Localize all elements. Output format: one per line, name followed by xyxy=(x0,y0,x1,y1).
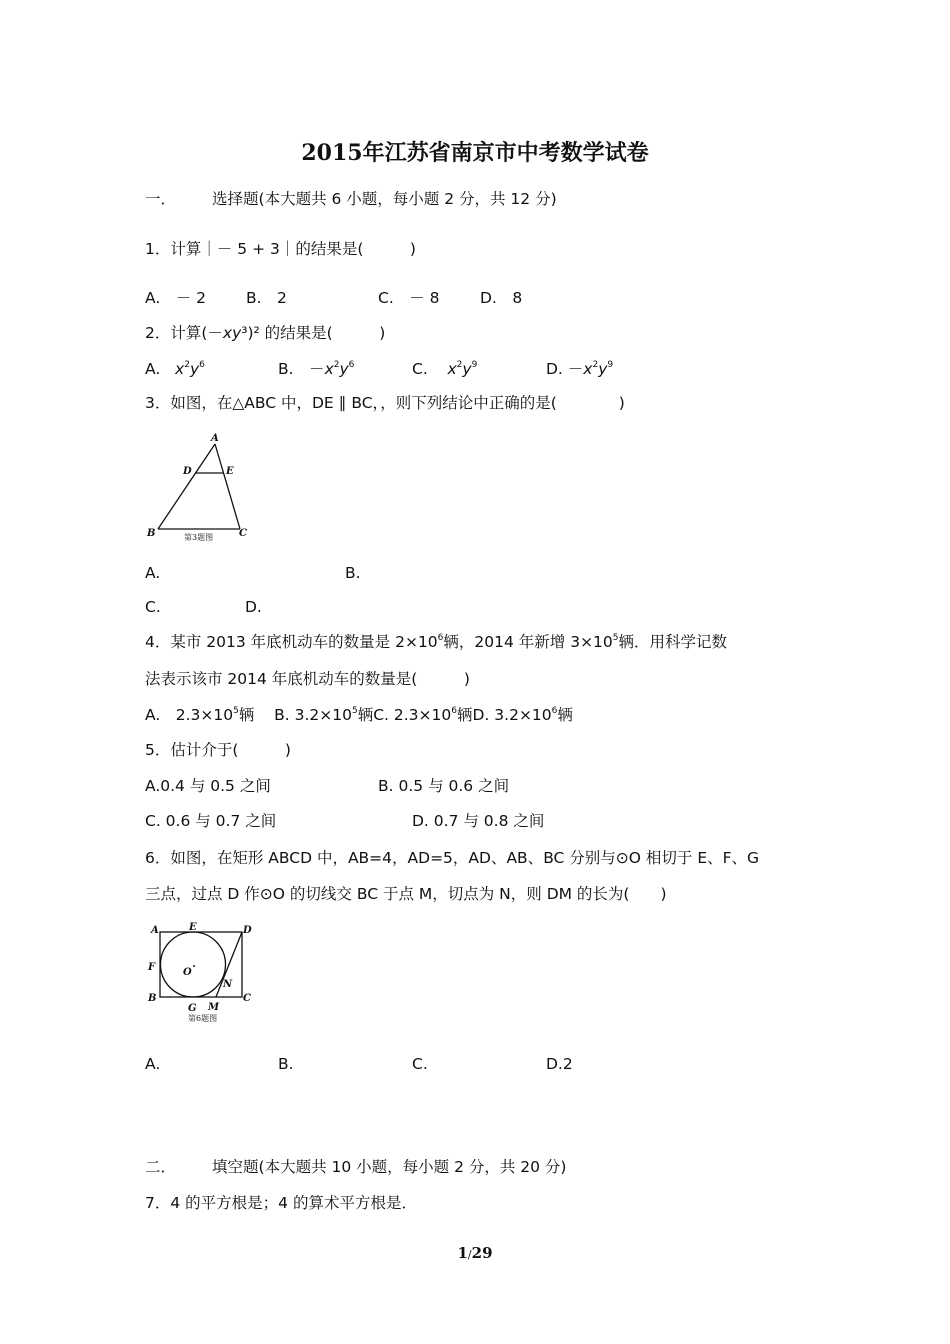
opt-text: A. 2.3×10 xyxy=(145,706,234,724)
q4-text: 辆．用科学记数 xyxy=(618,633,728,651)
q2-option-c xyxy=(412,359,477,379)
option-label: A. xyxy=(145,360,161,378)
q5-option-a: A.0.4 与 0.5 之间 xyxy=(145,777,271,795)
q6-option-c: C. xyxy=(412,1055,428,1073)
option-label: B. － xyxy=(278,360,325,378)
q2-stem-part: 2．计算(－ xyxy=(145,324,223,342)
label-m: M xyxy=(208,1002,220,1013)
q4-option-b xyxy=(274,706,373,724)
var-y: y xyxy=(189,360,200,378)
current-page: 1 xyxy=(457,1244,468,1262)
opt-text: 辆 xyxy=(456,706,473,724)
label-n: N xyxy=(223,979,233,990)
q4-option-a xyxy=(145,706,254,724)
label-e: E xyxy=(189,922,197,933)
q4-text: 4．某市 2013 年底机动车的数量是 2×10 xyxy=(145,633,438,651)
page-number xyxy=(0,1244,950,1262)
section-2-heading xyxy=(145,1157,566,1177)
q5-option-c: C. 0.6 与 0.7 之间 xyxy=(145,812,277,830)
exp: 6 xyxy=(451,706,457,716)
q6-figure-caption: 第6题图 xyxy=(188,1014,218,1023)
q2-stem-var: xy xyxy=(222,324,242,342)
label-b: B xyxy=(148,993,157,1004)
var-x: x xyxy=(175,360,185,378)
exp: 2 xyxy=(333,360,340,370)
question-4-line-1 xyxy=(145,632,727,652)
exp: 2 xyxy=(184,360,190,370)
var-x: x xyxy=(447,360,457,378)
exp: 5 xyxy=(351,706,358,716)
q4-option-d xyxy=(473,706,573,724)
exp: 6 xyxy=(348,360,355,370)
center-dot xyxy=(193,965,195,967)
q3-option-b: B. xyxy=(345,564,361,582)
label-d: D xyxy=(243,925,252,936)
q6-rectangle-circle-figure xyxy=(140,920,265,1028)
q4-text: 辆，2014 年新增 3×10 xyxy=(443,633,613,651)
q5-option-b: B. 0.5 与 0.6 之间 xyxy=(378,777,510,795)
exp: 2 xyxy=(592,360,599,370)
label-g: G xyxy=(188,1003,197,1014)
section-2-text: 填空题(本大题共 10 小题，每小题 2 分，共 20 分) xyxy=(212,1158,567,1176)
option-label: D. － xyxy=(546,360,584,378)
label-d: D xyxy=(183,466,192,477)
question-4-line-2: 法表示该市 2014 年底机动车的数量是( ) xyxy=(145,670,470,688)
triangle-lines xyxy=(158,444,240,529)
label-c: C xyxy=(243,993,251,1004)
section-1-text: 选择题(本大题共 6 小题，每小题 2 分，共 12 分) xyxy=(212,190,557,208)
label-a: A xyxy=(211,433,219,444)
label-c: C xyxy=(239,528,247,539)
exp: 6 xyxy=(551,706,558,716)
exp: 5 xyxy=(612,633,619,643)
exp: 6 xyxy=(199,360,205,370)
question-1-stem: 1．计算｜－ 5 + 3｜的结果是( ) xyxy=(145,240,416,258)
q2-stem-part: ³)² 的结果是( ) xyxy=(241,324,386,342)
exp: 6 xyxy=(437,633,444,643)
q2-option-d xyxy=(546,359,613,379)
q2-option-b xyxy=(278,359,354,379)
q1-option-b: B. 2 xyxy=(246,289,287,307)
opt-text: 辆 xyxy=(238,706,255,724)
q6-option-a: A. xyxy=(145,1055,161,1073)
var-x: x xyxy=(324,360,334,378)
total-pages: 29 xyxy=(471,1244,493,1262)
exp: 2 xyxy=(456,360,463,370)
opt-text: 辆 xyxy=(557,706,573,724)
label-b: B xyxy=(147,528,156,539)
q3-option-c: C. xyxy=(145,598,161,616)
q6-option-d: D.2 xyxy=(546,1055,573,1073)
q4-options xyxy=(145,705,573,725)
question-5-stem: 5．估计介于( ) xyxy=(145,741,291,759)
q6-option-b: B. xyxy=(278,1055,294,1073)
q3-option-a: A. xyxy=(145,564,161,582)
q5-option-d: D. 0.7 与 0.8 之间 xyxy=(412,812,545,830)
label-f: F xyxy=(148,962,156,973)
q1-option-a: A. － 2 xyxy=(145,289,207,307)
q3-figure-caption: 第3题图 xyxy=(184,533,214,542)
q3-triangle-figure xyxy=(140,428,260,548)
section-1-heading xyxy=(145,189,557,209)
question-3-stem: 3．如图，在△ABC 中，DE ∥ BC，，则下列结论中正确的是( ) xyxy=(145,394,625,412)
q1-option-d: D. 8 xyxy=(480,289,523,307)
page-title: 2015年江苏省南京市中考数学试卷 xyxy=(301,140,649,166)
var-x: x xyxy=(583,360,593,378)
exp: 5 xyxy=(233,706,239,716)
section-1-number: 一． xyxy=(145,190,177,208)
q1-option-c: C. － 8 xyxy=(378,289,440,307)
q3-option-d: D. xyxy=(245,598,262,616)
label-e: E xyxy=(226,466,234,477)
exp: 9 xyxy=(607,360,614,370)
var-y: y xyxy=(339,360,349,378)
opt-text: B. 3.2×10 xyxy=(274,706,352,724)
page-separator: / xyxy=(467,1248,472,1261)
section-2-number: 二． xyxy=(145,1158,177,1176)
opt-text: D. 3.2×10 xyxy=(472,706,552,724)
question-2-stem xyxy=(145,323,385,343)
q4-option-c xyxy=(373,706,472,724)
option-label: C. xyxy=(412,360,428,378)
opt-text: C. 2.3×10 xyxy=(373,706,452,724)
opt-text: 辆 xyxy=(357,706,374,724)
question-6-line-1: 6．如图，在矩形 ABCD 中，AB=4，AD=5，AD、AB、BC 分别与⊙O 相切于 E、F、G xyxy=(145,849,760,867)
var-y: y xyxy=(462,360,472,378)
question-7-stem: 7．4 的平方根是；4 的算术平方根是． xyxy=(145,1194,417,1212)
label-o: O xyxy=(183,967,192,978)
label-a: A xyxy=(151,925,159,936)
q2-option-a xyxy=(145,359,205,379)
exp: 9 xyxy=(471,360,478,370)
var-y: y xyxy=(598,360,608,378)
question-6-line-2: 三点，过点 D 作⊙O 的切线交 BC 于点 M，切点为 N，则 DM 的长为( ) xyxy=(145,885,667,903)
